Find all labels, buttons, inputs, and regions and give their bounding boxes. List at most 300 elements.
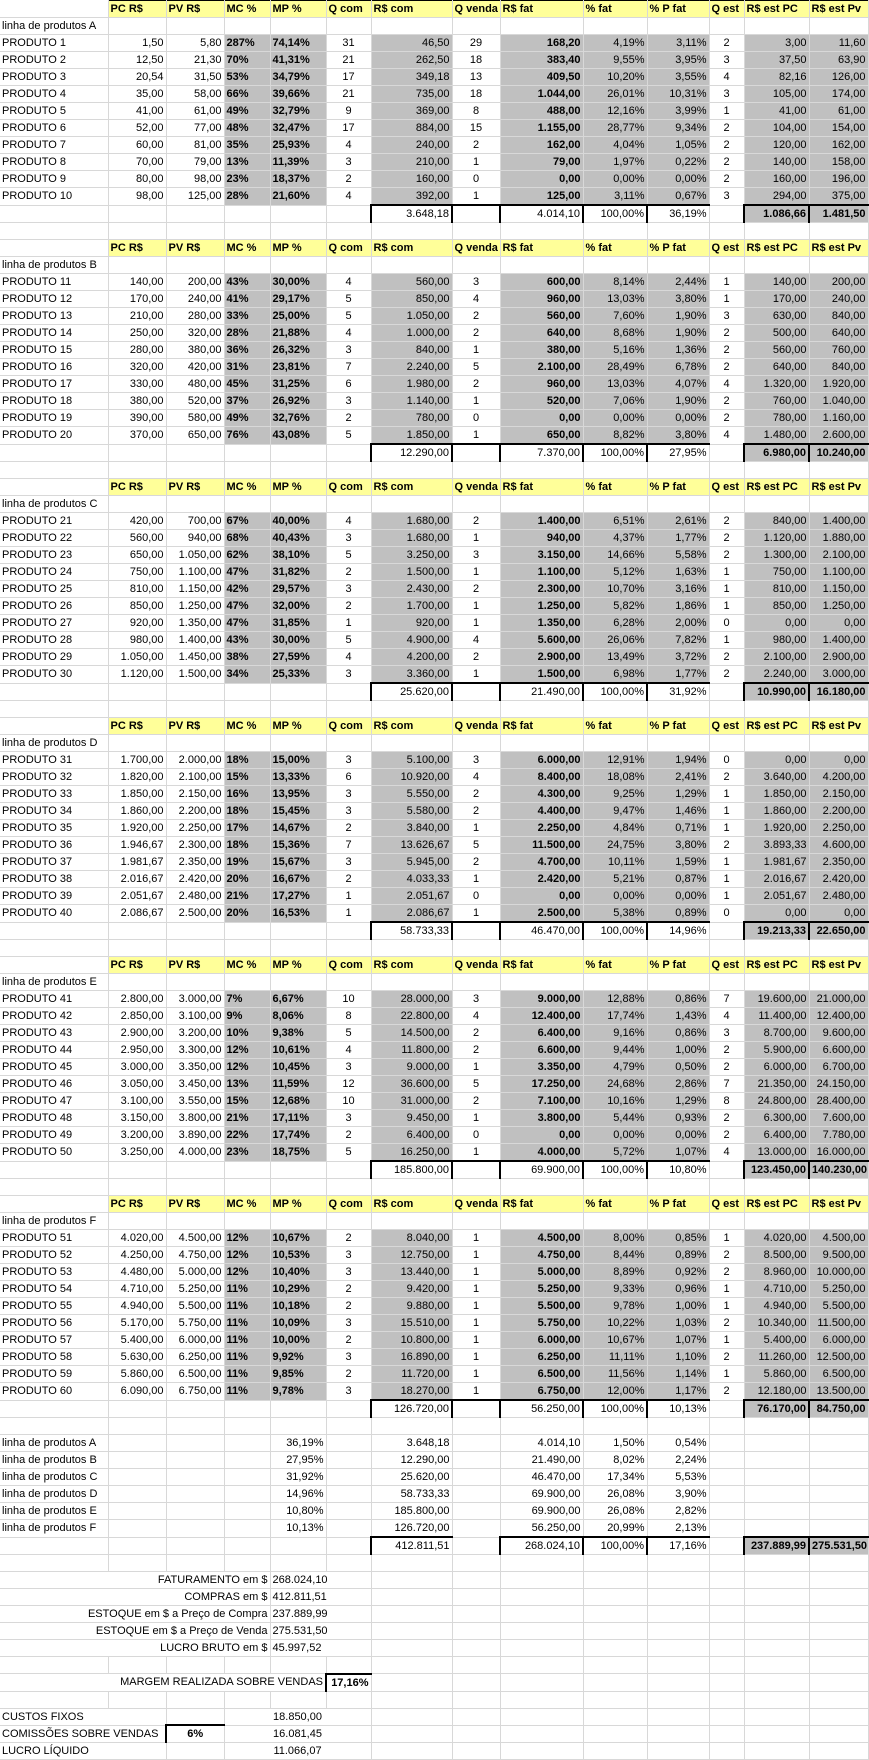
empty-cell[interactable] bbox=[647, 1743, 709, 1760]
summary-revenue[interactable]: 46.470,00 bbox=[500, 1469, 583, 1486]
data-cell[interactable]: 2.350,00 bbox=[809, 854, 868, 871]
data-cell[interactable]: 2 bbox=[452, 513, 500, 530]
data-cell[interactable]: 18,75% bbox=[270, 1144, 326, 1162]
data-cell[interactable]: 2 bbox=[709, 1315, 744, 1332]
empty-cell[interactable] bbox=[744, 496, 809, 513]
data-cell[interactable]: 2 bbox=[326, 1127, 371, 1144]
column-header[interactable]: % P fat bbox=[647, 1, 709, 18]
empty-cell[interactable] bbox=[583, 1572, 647, 1589]
empty-cell[interactable] bbox=[709, 1452, 744, 1469]
empty-cell[interactable] bbox=[452, 205, 500, 223]
data-cell[interactable]: 560,00 bbox=[744, 342, 809, 359]
data-cell[interactable]: 68% bbox=[224, 530, 270, 547]
data-cell[interactable]: 35% bbox=[224, 137, 270, 154]
product-name[interactable]: PRODUTO 50 bbox=[0, 1144, 108, 1162]
data-cell[interactable]: 0,00% bbox=[583, 888, 647, 905]
column-header[interactable]: PV R$ bbox=[166, 1, 224, 18]
empty-cell[interactable] bbox=[709, 1657, 744, 1674]
product-name[interactable]: PRODUTO 53 bbox=[0, 1264, 108, 1281]
data-cell[interactable]: 1.320,00 bbox=[744, 376, 809, 393]
data-cell[interactable]: 3,95% bbox=[647, 52, 709, 69]
data-cell[interactable]: 1 bbox=[452, 598, 500, 615]
total-stock-price[interactable]: 16.180,00 bbox=[809, 683, 868, 701]
empty-cell[interactable] bbox=[224, 223, 270, 240]
empty-cell[interactable] bbox=[371, 1213, 452, 1230]
empty-cell[interactable] bbox=[0, 479, 108, 496]
data-cell[interactable]: 28,49% bbox=[583, 359, 647, 376]
empty-cell[interactable] bbox=[224, 1486, 270, 1503]
data-cell[interactable]: 7.780,00 bbox=[809, 1127, 868, 1144]
empty-cell[interactable] bbox=[500, 18, 583, 35]
data-cell[interactable]: 240,00 bbox=[371, 137, 452, 154]
data-cell[interactable]: 0,00 bbox=[500, 171, 583, 188]
empty-cell[interactable] bbox=[647, 1725, 709, 1743]
column-header[interactable]: R$ est PC bbox=[744, 479, 809, 496]
data-cell[interactable]: 12.180,00 bbox=[744, 1383, 809, 1401]
data-cell[interactable]: 1,00% bbox=[647, 1042, 709, 1059]
data-cell[interactable]: 0,00% bbox=[583, 171, 647, 188]
data-cell[interactable]: 3 bbox=[326, 854, 371, 871]
data-cell[interactable]: 160,00 bbox=[371, 171, 452, 188]
empty-cell[interactable] bbox=[371, 1708, 452, 1725]
total-revenue[interactable]: 4.014,10 bbox=[500, 205, 583, 223]
data-cell[interactable]: 13,49% bbox=[583, 649, 647, 666]
data-cell[interactable]: 3 bbox=[326, 786, 371, 803]
summary-revenue[interactable]: 21.490,00 bbox=[500, 1452, 583, 1469]
data-cell[interactable]: 39,66% bbox=[270, 86, 326, 103]
data-cell[interactable]: 2.100,00 bbox=[166, 769, 224, 786]
empty-cell[interactable] bbox=[452, 701, 500, 718]
empty-cell[interactable] bbox=[452, 1674, 500, 1692]
data-cell[interactable]: 2 bbox=[709, 530, 744, 547]
empty-cell[interactable] bbox=[583, 735, 647, 752]
data-cell[interactable]: 760,00 bbox=[744, 393, 809, 410]
data-cell[interactable]: 1 bbox=[452, 1383, 500, 1401]
empty-cell[interactable] bbox=[709, 1161, 744, 1179]
data-cell[interactable]: 6.000,00 bbox=[809, 1332, 868, 1349]
empty-cell[interactable] bbox=[583, 223, 647, 240]
data-cell[interactable]: 4 bbox=[452, 632, 500, 649]
data-cell[interactable]: 1.120,00 bbox=[108, 666, 166, 684]
data-cell[interactable]: 16% bbox=[224, 786, 270, 803]
summary-margin-share[interactable]: 3,90% bbox=[647, 1486, 709, 1503]
data-cell[interactable]: 41,31% bbox=[270, 52, 326, 69]
data-cell[interactable]: 13,03% bbox=[583, 376, 647, 393]
data-cell[interactable]: 12% bbox=[224, 1247, 270, 1264]
empty-cell[interactable] bbox=[744, 223, 809, 240]
data-cell[interactable]: 15,45% bbox=[270, 803, 326, 820]
empty-cell[interactable] bbox=[224, 18, 270, 35]
data-cell[interactable]: 12% bbox=[224, 1059, 270, 1076]
empty-cell[interactable] bbox=[583, 18, 647, 35]
data-cell[interactable]: 1,10% bbox=[647, 1349, 709, 1366]
data-cell[interactable]: 8.700,00 bbox=[744, 1025, 809, 1042]
column-header[interactable]: PC R$ bbox=[108, 718, 166, 735]
data-cell[interactable]: 13,03% bbox=[583, 291, 647, 308]
data-cell[interactable]: 10,45% bbox=[270, 1059, 326, 1076]
data-cell[interactable]: 2.051,67 bbox=[744, 888, 809, 905]
data-cell[interactable]: 1.500,00 bbox=[371, 564, 452, 581]
data-cell[interactable]: 6 bbox=[326, 769, 371, 786]
data-cell[interactable]: 2 bbox=[452, 325, 500, 342]
data-cell[interactable]: 6.500,00 bbox=[809, 1366, 868, 1383]
data-cell[interactable]: 48% bbox=[224, 120, 270, 137]
column-header[interactable]: R$ com bbox=[371, 1196, 452, 1213]
data-cell[interactable]: 26,01% bbox=[583, 86, 647, 103]
grand-total-revenue[interactable]: 268.024,10 bbox=[500, 1537, 583, 1555]
data-cell[interactable]: 5,58% bbox=[647, 547, 709, 564]
empty-cell[interactable] bbox=[500, 735, 583, 752]
data-cell[interactable]: 210,00 bbox=[371, 154, 452, 171]
data-cell[interactable]: 2.480,00 bbox=[166, 888, 224, 905]
data-cell[interactable]: 6.700,00 bbox=[809, 1059, 868, 1076]
empty-cell[interactable] bbox=[108, 922, 166, 940]
data-cell[interactable]: 19.600,00 bbox=[744, 991, 809, 1008]
empty-cell[interactable] bbox=[0, 1161, 108, 1179]
data-cell[interactable]: 1 bbox=[452, 427, 500, 445]
grand-total-stock-price[interactable]: 275.531,50 bbox=[809, 1537, 868, 1555]
product-name[interactable]: PRODUTO 8 bbox=[0, 154, 108, 171]
empty-cell[interactable] bbox=[224, 1520, 270, 1538]
data-cell[interactable]: 2.600,00 bbox=[809, 427, 868, 445]
empty-cell[interactable] bbox=[452, 1161, 500, 1179]
data-cell[interactable]: 750,00 bbox=[744, 564, 809, 581]
empty-cell[interactable] bbox=[371, 1555, 452, 1572]
data-cell[interactable]: 38,10% bbox=[270, 547, 326, 564]
data-cell[interactable]: 850,00 bbox=[744, 598, 809, 615]
data-cell[interactable]: 7,82% bbox=[647, 632, 709, 649]
data-cell[interactable]: 2 bbox=[452, 649, 500, 666]
empty-cell[interactable] bbox=[224, 1418, 270, 1435]
summary-margin[interactable]: 31,92% bbox=[270, 1469, 326, 1486]
data-cell[interactable]: 4.700,00 bbox=[500, 854, 583, 871]
data-cell[interactable]: 2 bbox=[452, 854, 500, 871]
column-header[interactable]: R$ est Pv bbox=[809, 1, 868, 18]
column-header[interactable]: MP % bbox=[270, 479, 326, 496]
data-cell[interactable]: 3 bbox=[326, 803, 371, 820]
data-cell[interactable]: 3,55% bbox=[647, 69, 709, 86]
empty-cell[interactable] bbox=[0, 462, 108, 479]
column-header[interactable]: MC % bbox=[224, 1196, 270, 1213]
column-header[interactable]: R$ fat bbox=[500, 479, 583, 496]
product-name[interactable]: PRODUTO 60 bbox=[0, 1383, 108, 1401]
data-cell[interactable]: 21,30 bbox=[166, 52, 224, 69]
data-cell[interactable]: 10% bbox=[224, 1025, 270, 1042]
data-cell[interactable]: 8,68% bbox=[583, 325, 647, 342]
total-margin-share[interactable]: 27,95% bbox=[647, 444, 709, 462]
data-cell[interactable]: 7 bbox=[326, 359, 371, 376]
product-name[interactable]: PRODUTO 25 bbox=[0, 581, 108, 598]
data-cell[interactable]: 60,00 bbox=[108, 137, 166, 154]
data-cell[interactable]: 6.300,00 bbox=[744, 1110, 809, 1127]
data-cell[interactable]: 650,00 bbox=[166, 427, 224, 445]
product-name[interactable]: PRODUTO 16 bbox=[0, 359, 108, 376]
data-cell[interactable]: 5 bbox=[326, 291, 371, 308]
total-revenue[interactable]: 7.370,00 bbox=[500, 444, 583, 462]
data-cell[interactable]: 1 bbox=[452, 564, 500, 581]
empty-cell[interactable] bbox=[647, 940, 709, 957]
product-name[interactable]: PRODUTO 43 bbox=[0, 1025, 108, 1042]
data-cell[interactable]: 11% bbox=[224, 1315, 270, 1332]
empty-cell[interactable] bbox=[809, 1486, 868, 1503]
data-cell[interactable]: 3 bbox=[326, 752, 371, 769]
column-header[interactable]: PV R$ bbox=[166, 479, 224, 496]
data-cell[interactable]: 0,71% bbox=[647, 820, 709, 837]
data-cell[interactable]: 1.981,67 bbox=[108, 854, 166, 871]
empty-cell[interactable] bbox=[270, 1657, 326, 1674]
data-cell[interactable]: 1.150,00 bbox=[166, 581, 224, 598]
empty-cell[interactable] bbox=[371, 1691, 452, 1708]
empty-cell[interactable] bbox=[270, 1691, 326, 1708]
column-header[interactable]: PC R$ bbox=[108, 1, 166, 18]
summary-revenue-share[interactable]: 26,08% bbox=[583, 1503, 647, 1520]
data-cell[interactable]: 10,20% bbox=[583, 69, 647, 86]
data-cell[interactable]: 250,00 bbox=[108, 325, 166, 342]
data-cell[interactable]: 98,00 bbox=[166, 171, 224, 188]
summary-revenue[interactable]: 69.900,00 bbox=[500, 1486, 583, 1503]
column-header[interactable]: MP % bbox=[270, 240, 326, 257]
data-cell[interactable]: 780,00 bbox=[371, 410, 452, 427]
data-cell[interactable]: 12,91% bbox=[583, 752, 647, 769]
data-cell[interactable]: 140,00 bbox=[744, 274, 809, 291]
data-cell[interactable]: 9.000,00 bbox=[371, 1059, 452, 1076]
product-name[interactable]: PRODUTO 48 bbox=[0, 1110, 108, 1127]
empty-cell[interactable] bbox=[709, 1486, 744, 1503]
empty-cell[interactable] bbox=[224, 735, 270, 752]
empty-cell[interactable] bbox=[166, 223, 224, 240]
data-cell[interactable]: 1,43% bbox=[647, 1008, 709, 1025]
product-name[interactable]: PRODUTO 45 bbox=[0, 1059, 108, 1076]
empty-cell[interactable] bbox=[744, 1486, 809, 1503]
data-cell[interactable]: 5.100,00 bbox=[371, 752, 452, 769]
data-cell[interactable]: 1 bbox=[709, 854, 744, 871]
empty-cell[interactable] bbox=[452, 735, 500, 752]
data-cell[interactable]: 158,00 bbox=[809, 154, 868, 171]
data-cell[interactable]: 3 bbox=[326, 393, 371, 410]
empty-cell[interactable] bbox=[166, 701, 224, 718]
data-cell[interactable]: 1,90% bbox=[647, 308, 709, 325]
data-cell[interactable]: 2 bbox=[452, 1093, 500, 1110]
data-cell[interactable]: 4,07% bbox=[647, 376, 709, 393]
data-cell[interactable]: 11,59% bbox=[270, 1076, 326, 1093]
column-header[interactable]: Q est bbox=[709, 718, 744, 735]
empty-cell[interactable] bbox=[270, 701, 326, 718]
empty-cell[interactable] bbox=[108, 1691, 166, 1708]
data-cell[interactable]: 1.150,00 bbox=[809, 581, 868, 598]
empty-cell[interactable] bbox=[583, 1623, 647, 1640]
column-header[interactable]: Q venda bbox=[452, 1196, 500, 1213]
empty-cell[interactable] bbox=[500, 1725, 583, 1743]
data-cell[interactable]: 11,11% bbox=[583, 1349, 647, 1366]
data-cell[interactable]: 22% bbox=[224, 1127, 270, 1144]
column-header[interactable]: R$ est Pv bbox=[809, 479, 868, 496]
data-cell[interactable]: 5.860,00 bbox=[744, 1366, 809, 1383]
product-name[interactable]: PRODUTO 11 bbox=[0, 274, 108, 291]
column-header[interactable]: PV R$ bbox=[166, 957, 224, 974]
data-cell[interactable]: 1.400,00 bbox=[809, 513, 868, 530]
empty-cell[interactable] bbox=[809, 1674, 868, 1692]
product-name[interactable]: PRODUTO 5 bbox=[0, 103, 108, 120]
summary-revenue-share[interactable]: 17,34% bbox=[583, 1469, 647, 1486]
data-cell[interactable]: 46,50 bbox=[371, 35, 452, 52]
data-cell[interactable]: 2 bbox=[709, 513, 744, 530]
data-cell[interactable]: 174,00 bbox=[809, 86, 868, 103]
data-cell[interactable]: 43% bbox=[224, 274, 270, 291]
empty-cell[interactable] bbox=[224, 1161, 270, 1179]
empty-cell[interactable] bbox=[108, 444, 166, 462]
data-cell[interactable]: 1,86% bbox=[647, 598, 709, 615]
summary-purchases[interactable]: 25.620,00 bbox=[371, 1469, 452, 1486]
data-cell[interactable]: 1 bbox=[326, 888, 371, 905]
empty-cell[interactable] bbox=[166, 1400, 224, 1418]
empty-cell[interactable] bbox=[744, 1520, 809, 1538]
data-cell[interactable]: 262,50 bbox=[371, 52, 452, 69]
product-name[interactable]: PRODUTO 33 bbox=[0, 786, 108, 803]
empty-cell[interactable] bbox=[647, 223, 709, 240]
data-cell[interactable]: 20% bbox=[224, 871, 270, 888]
empty-cell[interactable] bbox=[709, 205, 744, 223]
data-cell[interactable]: 8.960,00 bbox=[744, 1264, 809, 1281]
empty-cell[interactable] bbox=[326, 1435, 371, 1452]
data-cell[interactable]: 640,00 bbox=[744, 359, 809, 376]
data-cell[interactable]: 1,29% bbox=[647, 1093, 709, 1110]
data-cell[interactable]: 28.400,00 bbox=[809, 1093, 868, 1110]
data-cell[interactable]: 2.250,00 bbox=[809, 820, 868, 837]
data-cell[interactable]: 3 bbox=[452, 752, 500, 769]
data-cell[interactable]: 9.000,00 bbox=[500, 991, 583, 1008]
data-cell[interactable]: 3 bbox=[326, 1315, 371, 1332]
data-cell[interactable]: 2.100,00 bbox=[500, 359, 583, 376]
data-cell[interactable]: 32,79% bbox=[270, 103, 326, 120]
data-cell[interactable]: 61,00 bbox=[809, 103, 868, 120]
empty-cell[interactable] bbox=[224, 1452, 270, 1469]
data-cell[interactable]: 840,00 bbox=[371, 342, 452, 359]
empty-cell[interactable] bbox=[166, 1161, 224, 1179]
empty-cell[interactable] bbox=[809, 1606, 868, 1623]
column-header[interactable]: MC % bbox=[224, 718, 270, 735]
data-cell[interactable]: 1.050,00 bbox=[371, 308, 452, 325]
group-label[interactable]: linha de produtos E bbox=[0, 974, 108, 991]
empty-cell[interactable] bbox=[108, 1537, 166, 1555]
data-cell[interactable]: 3 bbox=[709, 188, 744, 206]
data-cell[interactable]: 0,00 bbox=[809, 905, 868, 923]
empty-cell[interactable] bbox=[270, 940, 326, 957]
data-cell[interactable]: 53% bbox=[224, 69, 270, 86]
summary-purchases[interactable]: 58.733,33 bbox=[371, 1486, 452, 1503]
data-cell[interactable]: 24,75% bbox=[583, 837, 647, 854]
product-name[interactable]: PRODUTO 34 bbox=[0, 803, 108, 820]
product-name[interactable]: PRODUTO 52 bbox=[0, 1247, 108, 1264]
data-cell[interactable]: 11% bbox=[224, 1349, 270, 1366]
data-cell[interactable]: 41% bbox=[224, 291, 270, 308]
data-cell[interactable]: 2 bbox=[709, 1349, 744, 1366]
data-cell[interactable]: 13.500,00 bbox=[809, 1383, 868, 1401]
product-name[interactable]: PRODUTO 2 bbox=[0, 52, 108, 69]
empty-cell[interactable] bbox=[166, 1452, 224, 1469]
empty-cell[interactable] bbox=[647, 1674, 709, 1692]
empty-cell[interactable] bbox=[809, 735, 868, 752]
data-cell[interactable]: 17,74% bbox=[583, 1008, 647, 1025]
empty-cell[interactable] bbox=[500, 1418, 583, 1435]
kpi-label[interactable]: COMPRAS em $ bbox=[0, 1589, 270, 1606]
data-cell[interactable]: 8 bbox=[709, 1093, 744, 1110]
column-header[interactable]: MC % bbox=[224, 240, 270, 257]
empty-cell[interactable] bbox=[166, 205, 224, 223]
column-header[interactable]: MP % bbox=[270, 957, 326, 974]
column-header[interactable]: Q est bbox=[709, 1196, 744, 1213]
empty-cell[interactable] bbox=[583, 940, 647, 957]
column-header[interactable]: R$ est Pv bbox=[809, 1196, 868, 1213]
product-name[interactable]: PRODUTO 39 bbox=[0, 888, 108, 905]
empty-cell[interactable] bbox=[809, 1725, 868, 1743]
data-cell[interactable]: 13,95% bbox=[270, 786, 326, 803]
data-cell[interactable]: 1.400,00 bbox=[500, 513, 583, 530]
data-cell[interactable]: 2.950,00 bbox=[108, 1042, 166, 1059]
data-cell[interactable]: 1 bbox=[709, 1230, 744, 1247]
empty-cell[interactable] bbox=[500, 1623, 583, 1640]
column-header[interactable]: % fat bbox=[583, 479, 647, 496]
empty-cell[interactable] bbox=[371, 18, 452, 35]
data-cell[interactable]: 1 bbox=[709, 274, 744, 291]
data-cell[interactable]: 1 bbox=[326, 905, 371, 923]
data-cell[interactable]: 2.500,00 bbox=[500, 905, 583, 923]
empty-cell[interactable] bbox=[326, 1400, 371, 1418]
product-name[interactable]: PRODUTO 20 bbox=[0, 427, 108, 445]
empty-cell[interactable] bbox=[709, 1213, 744, 1230]
data-cell[interactable]: 21 bbox=[326, 52, 371, 69]
product-name[interactable]: PRODUTO 49 bbox=[0, 1127, 108, 1144]
data-cell[interactable]: 13.440,00 bbox=[371, 1264, 452, 1281]
data-cell[interactable]: 1 bbox=[326, 615, 371, 632]
summary-margin[interactable]: 10,13% bbox=[270, 1520, 326, 1538]
grand-total-stock-cost[interactable]: 237.889,99 bbox=[744, 1537, 809, 1555]
product-name[interactable]: PRODUTO 21 bbox=[0, 513, 108, 530]
data-cell[interactable]: 30,00% bbox=[270, 632, 326, 649]
empty-cell[interactable] bbox=[500, 1674, 583, 1692]
column-header[interactable]: R$ fat bbox=[500, 240, 583, 257]
data-cell[interactable]: 3,00 bbox=[744, 35, 809, 52]
data-cell[interactable]: 3.100,00 bbox=[166, 1008, 224, 1025]
product-name[interactable]: PRODUTO 44 bbox=[0, 1042, 108, 1059]
data-cell[interactable]: 6.600,00 bbox=[500, 1042, 583, 1059]
data-cell[interactable]: 0,67% bbox=[647, 188, 709, 206]
data-cell[interactable]: 3,99% bbox=[647, 103, 709, 120]
data-cell[interactable]: 11.500,00 bbox=[500, 837, 583, 854]
empty-cell[interactable] bbox=[371, 701, 452, 718]
empty-cell[interactable] bbox=[709, 1708, 744, 1725]
data-cell[interactable]: 3,80% bbox=[647, 427, 709, 445]
data-cell[interactable]: 1.140,00 bbox=[371, 393, 452, 410]
data-cell[interactable]: 850,00 bbox=[371, 291, 452, 308]
data-cell[interactable]: 5.500,00 bbox=[500, 1298, 583, 1315]
data-cell[interactable]: 24.800,00 bbox=[744, 1093, 809, 1110]
data-cell[interactable]: 6,28% bbox=[583, 615, 647, 632]
data-cell[interactable]: 1.920,00 bbox=[809, 376, 868, 393]
data-cell[interactable]: 10,29% bbox=[270, 1281, 326, 1298]
data-cell[interactable]: 10,09% bbox=[270, 1315, 326, 1332]
data-cell[interactable]: 0,92% bbox=[647, 1264, 709, 1281]
data-cell[interactable]: 3,11% bbox=[583, 188, 647, 206]
empty-cell[interactable] bbox=[500, 462, 583, 479]
data-cell[interactable]: 4.710,00 bbox=[744, 1281, 809, 1298]
data-cell[interactable]: 12.750,00 bbox=[371, 1247, 452, 1264]
data-cell[interactable]: 36% bbox=[224, 342, 270, 359]
data-cell[interactable]: 1.450,00 bbox=[166, 649, 224, 666]
data-cell[interactable]: 1.500,00 bbox=[166, 666, 224, 684]
empty-cell[interactable] bbox=[583, 1725, 647, 1743]
empty-cell[interactable] bbox=[326, 922, 371, 940]
data-cell[interactable]: 200,00 bbox=[809, 274, 868, 291]
